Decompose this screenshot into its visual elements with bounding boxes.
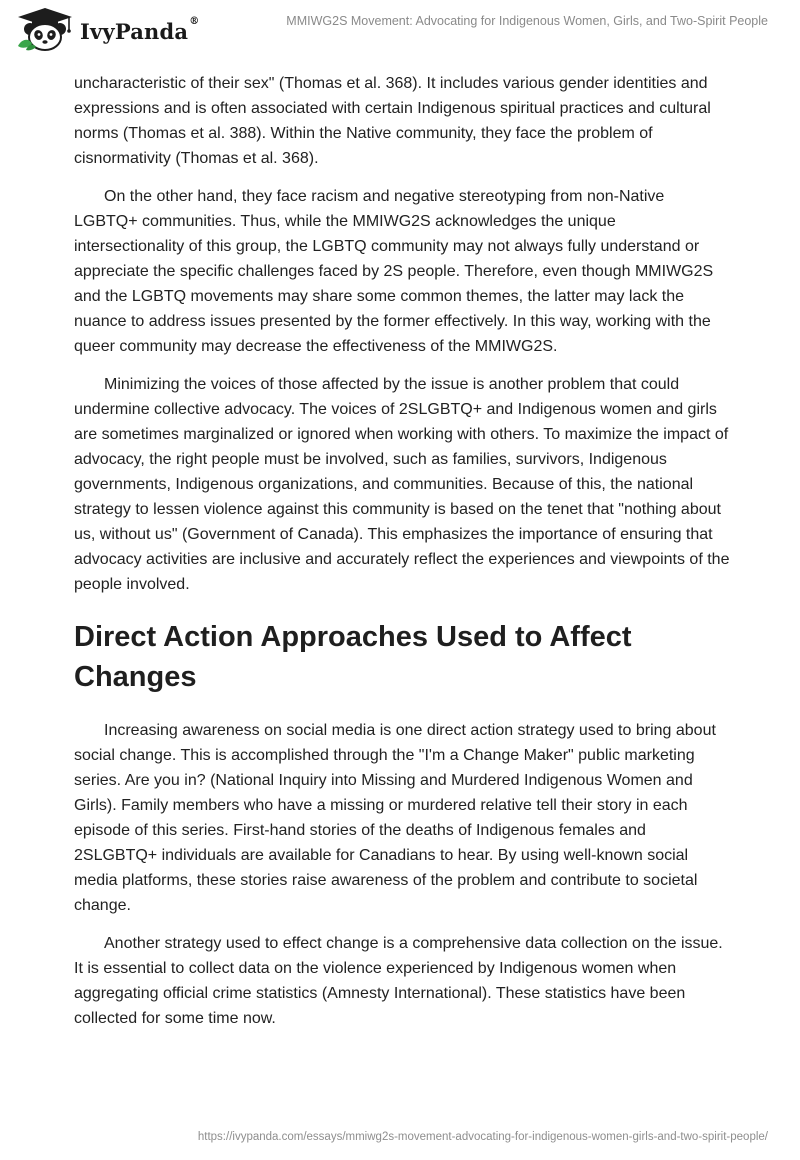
source-url[interactable]: https://ivypanda.com/essays/mmiwg2s-movement-advocating-for-indigenous-women-girls-and-two-spirit-people/ — [197, 1131, 768, 1143]
panda-graduate-icon — [14, 6, 76, 52]
document-title: MMIWG2S Movement: Advocating for Indigenous Women, Girls, and Two-Spirit People — [286, 14, 768, 28]
essay-body — [74, 71, 730, 1044]
paragraph: uncharacteristic of their sex" (Thomas et al. 368). It includes various gender identities and expressions and is often associated with certain Indigenous spiritual practices and cultural norms (Thomas et al. 388). Within the Native community, they face the problem of cisnormativity (Thomas et al. 368). — [74, 75, 711, 167]
page-header — [0, 0, 800, 60]
paragraph: On the other hand, they face racism and negative stereotyping from non-Native LGBTQ+ communities. Thus, while the MMIWG2S acknowledges the unique intersectionality of this group, the LGBTQ community may not always fully understand or appreciate the specific challenges faced by 2S people. Therefore, even though MMIWG2S and the LGBTQ movements may share some common themes, the latter may lack the nuance to address issues presented by the former effectively. In this way, working with the queer community may decrease the effectiveness of the MMIWG2S. — [74, 188, 714, 355]
paragraph: Minimizing the voices of those affected by the issue is another problem that could undermine collective advocacy. The voices of 2SLGBTQ+ and Indigenous women and girls are sometimes marginalized or ignored when working with others. To maximize the impact of advocacy, the right people must be involved, such as families, survivors, Indigenous governments, Indigenous organizations, and communities. Because of this, the national strategy to lessen violence against this community is based on the tenet that "nothing about us, without us" (Government of Canada). This emphasizes the importance of ensuring that advocacy activities are inclusive and accurately reflect the experiences and viewpoints of the people involved. — [74, 376, 730, 593]
site-logo[interactable] — [14, 6, 199, 52]
logo-wordmark: IvyPanda® — [80, 15, 200, 44]
paragraph: Increasing awareness on social media is one direct action strategy used to bring about social change. This is accomplished through the "I'm a Change Maker" public marketing series. Are you in? (National Inquiry into Missing and Murdered Indigenous Women and Girls). Family members who have a missing or murdered relative tell their story in each episode of this series. First-hand stories of the deaths of Indigenous females and 2SLGBTQ+ individuals are available for Canadians to hear. By using well-known social media platforms, these stories raise awareness of the problem and contribute to societal change. — [74, 722, 716, 914]
paragraph: Another strategy used to effect change is a comprehensive data collection on the issue. It is essential to collect data on the violence experienced by Indigenous women when aggregating official crime statistics (Amnesty International). These statistics have been collected for some time now. — [74, 935, 723, 1027]
section-heading: Direct Action Approaches Used to Affect Changes — [74, 621, 632, 693]
